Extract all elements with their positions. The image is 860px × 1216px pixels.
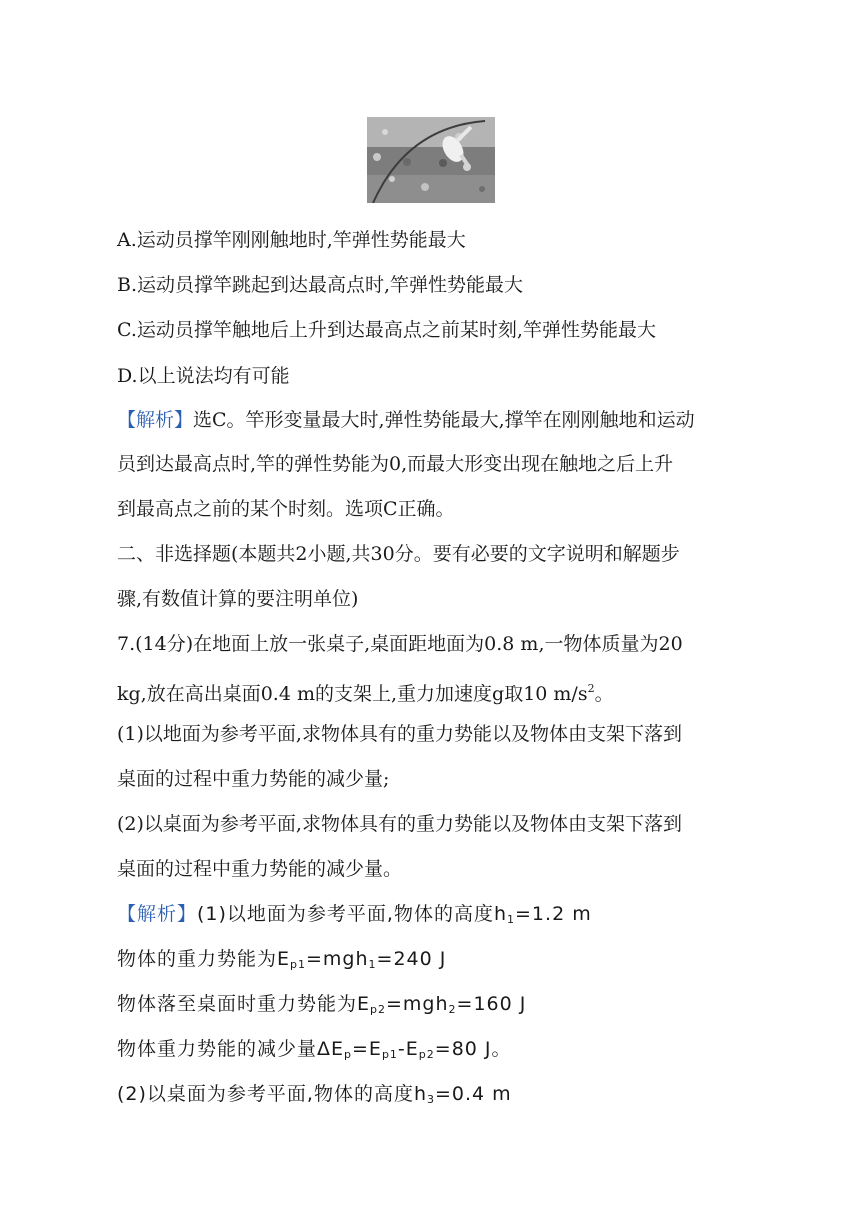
analysis-6-line-2: 员到达最高点时,竿的弹性势能为0,而最大形变出现在触地之后上升 <box>117 453 674 475</box>
question-7-part-2-line-1: (2)以桌面为参考平面,求物体具有的重力势能以及物体由支架下落到 <box>117 813 682 835</box>
question-7-line-1: 7.(14分)在地面上放一张桌子,桌面距地面为0.8 m,一物体质量为20 <box>117 633 683 655</box>
analysis-7-line-1: 【解析】(1)以地面为参考平面,物体的高度$h_1=1.2$ m <box>117 903 592 926</box>
section-2-heading-line-1: 二、非选择题(本题共2小题,共30分。要有必要的文字说明和解题步 <box>117 543 680 565</box>
analysis-6-line-3: 到最高点之前的某个时刻。选项C正确。 <box>117 498 455 520</box>
option-a: A.运动员撑竿刚刚触地时,竿弹性势能最大 <box>117 229 466 251</box>
analysis-7-line-2: 物体的重力势能为$E_{p1}=mgh_1=240$ J <box>117 948 447 971</box>
analysis-7-line-4: 物体重力势能的减少量$\Delta E_p=E_{p1}-E_{p2}=80$ J。 <box>117 1038 512 1061</box>
question-7-part-1-line-1: (1)以地面为参考平面,求物体具有的重力势能以及物体由支架下落到 <box>117 723 682 745</box>
analysis-7-line-3: 物体落至桌面时重力势能为$E_{p2}=mgh_2=160$ J <box>117 993 527 1016</box>
analysis-tag: 【解析】 <box>117 903 198 925</box>
pole-vault-photo <box>367 117 495 203</box>
analysis-tag: 【解析】 <box>117 409 194 431</box>
analysis-6-line-1: 【解析】选C。竿形变量最大时,弹性势能最大,撑竿在刚刚触地和运动 <box>117 409 695 431</box>
question-7-part-2-line-2: 桌面的过程中重力势能的减少量。 <box>117 858 403 880</box>
option-d: D.以上说法均有可能 <box>117 365 290 387</box>
question-7-part-1-line-2: 桌面的过程中重力势能的减少量; <box>117 768 390 790</box>
section-2-heading-line-2: 骤,有数值计算的要注明单位) <box>117 588 359 610</box>
question-7-line-2: kg,放在高出桌面0.4 m的支架上,重力加速度g取10 $m/s^2$。 <box>117 682 614 705</box>
option-c: C.运动员撑竿触地后上升到达最高点之前某时刻,竿弹性势能最大 <box>117 319 656 341</box>
analysis-7-line-5: (2)以桌面为参考平面,物体的高度$h_3=0.4$ m <box>117 1083 512 1106</box>
option-b: B.运动员撑竿跳起到达最高点时,竿弹性势能最大 <box>117 274 524 296</box>
